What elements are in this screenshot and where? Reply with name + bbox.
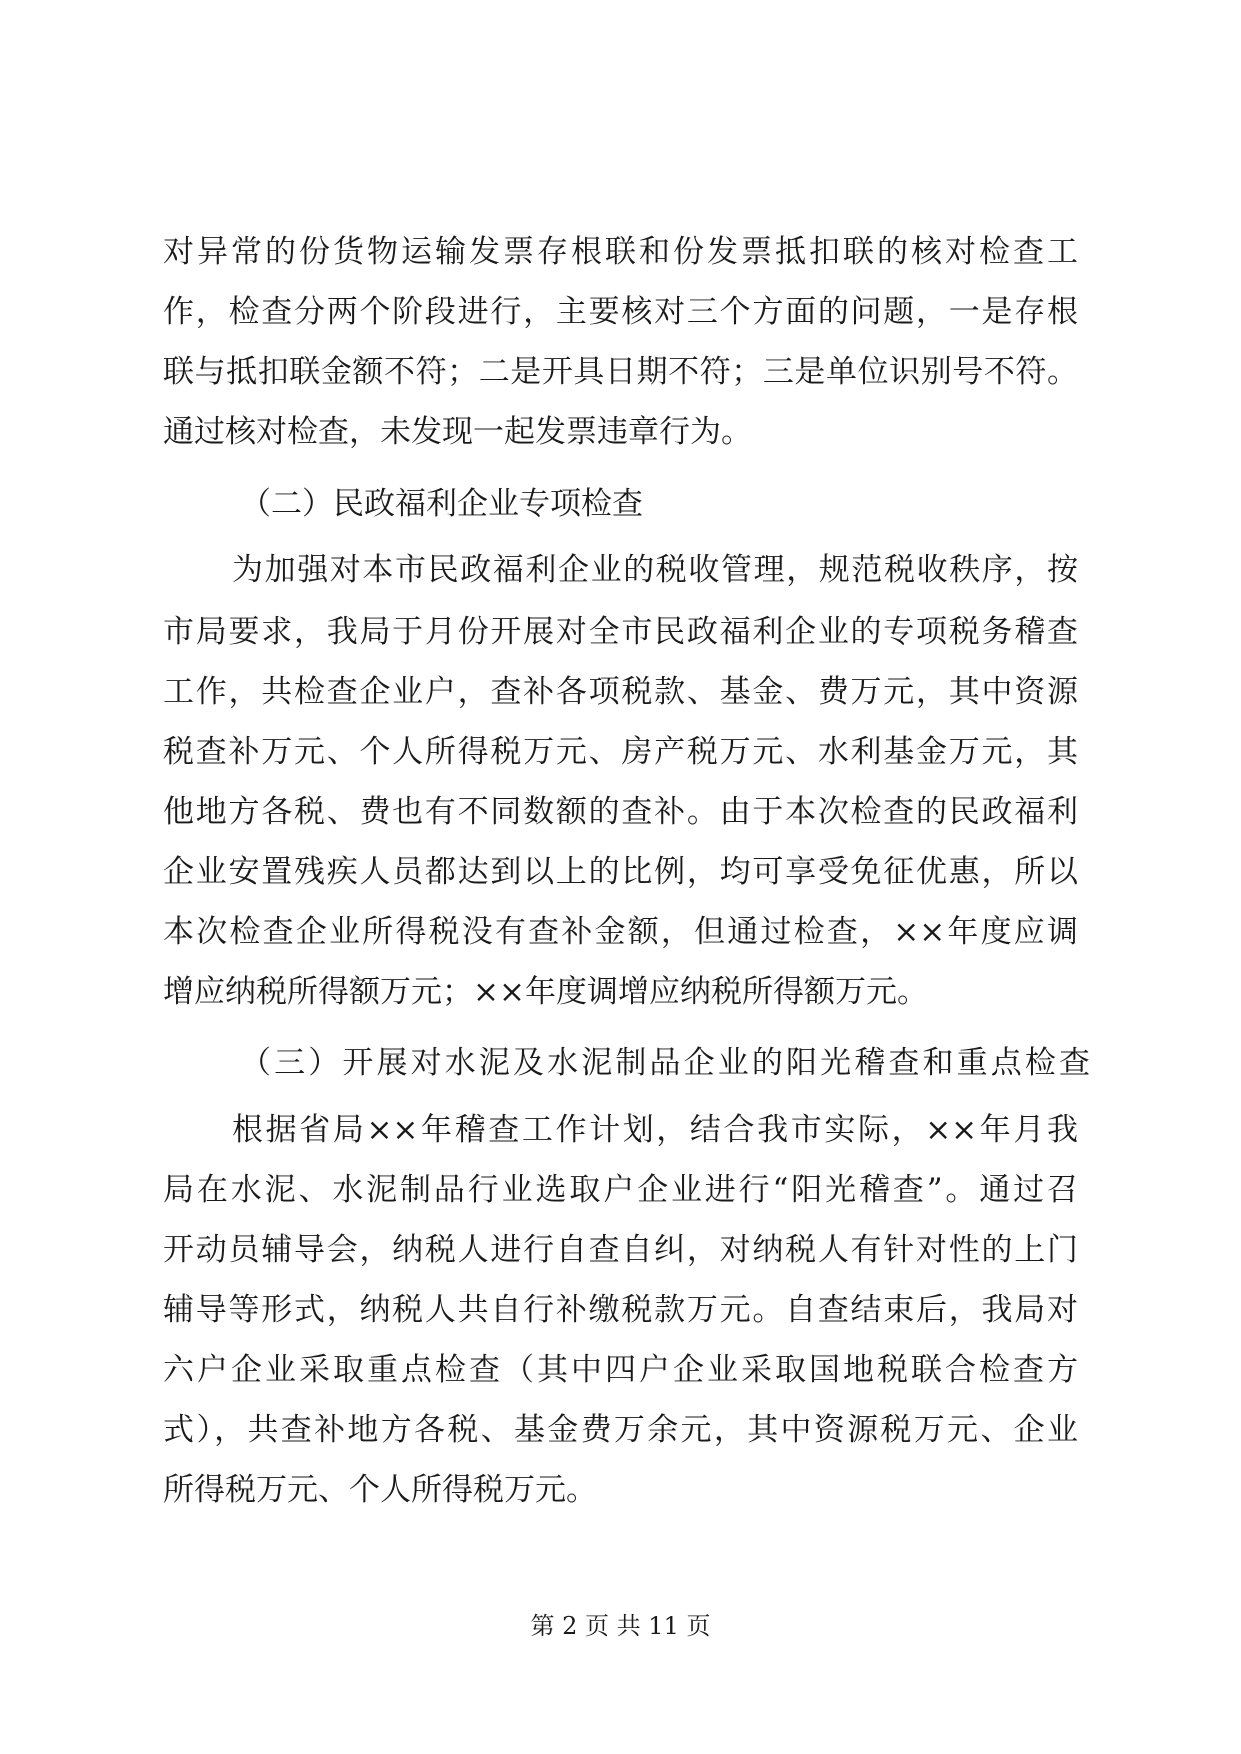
paragraph-3-line-6: 式），共查补地方各税、基金费万余元，其中资源税万元、企业: [163, 1412, 1078, 1448]
paragraph-3-line-2: 局在水泥、水泥制品行业选取户企业进行“阳光稽查”。通过召: [163, 1172, 1078, 1208]
paragraph-3-line-4: 辅导等形式，纳税人共自行补缴税款万元。自查结束后，我局对: [163, 1292, 1078, 1328]
paragraph-2-line-7: 本次检查企业所得税没有查补金额，但通过检查，××年度应调: [163, 914, 1078, 950]
paragraph-1-line-2: 作，检查分两个阶段进行，主要核对三个方面的问题，一是存根: [163, 294, 1078, 330]
paragraph-2-line-5: 他地方各税、费也有不同数额的查补。由于本次检查的民政福利: [163, 794, 1078, 830]
paragraph-3-line-1: 根据省局××年稽查工作计划，结合我市实际，××年月我: [232, 1112, 1078, 1148]
section-heading-2: （二）民政福利企业专项检查: [240, 486, 643, 522]
paragraph-2-line-6: 企业安置残疾人员都达到以上的比例，均可享受免征优惠，所以: [163, 854, 1078, 890]
paragraph-2-line-3: 工作，共检查企业户，查补各项税款、基金、费万元，其中资源: [163, 674, 1078, 710]
paragraph-1-line-1: 对异常的份货物运输发票存根联和份发票抵扣联的核对检查工: [163, 234, 1078, 270]
paragraph-3-line-5: 六户企业采取重点检查（其中四户企业采取国地税联合检查方: [163, 1352, 1078, 1388]
paragraph-1-line-3: 联与抵扣联金额不符；二是开具日期不符；三是单位识别号不符。: [163, 354, 1078, 390]
paragraph-2-line-8: 增应纳税所得额万元；××年度调增应纳税所得额万元。: [163, 974, 928, 1010]
paragraph-1-line-4: 通过核对检查，未发现一起发票违章行为。: [163, 414, 752, 450]
paragraph-2-line-2: 市局要求，我局于月份开展对全市民政福利企业的专项税务稽查: [163, 614, 1078, 650]
paragraph-3-line-3: 开动员辅导会，纳税人进行自查自纠，对纳税人有针对性的上门: [163, 1232, 1078, 1268]
paragraph-2-line-1: 为加强对本市民政福利企业的税收管理，规范税收秩序，按: [232, 552, 1078, 588]
page-indicator: 第 2 页 共 11 页: [530, 1612, 711, 1640]
paragraph-2-line-4: 税查补万元、个人所得税万元、房产税万元、水利基金万元，其: [163, 734, 1078, 770]
section-heading-3: （三）开展对水泥及水泥制品企业的阳光稽查和重点检查: [240, 1045, 1090, 1081]
paragraph-3-line-7: 所得税万元、个人所得税万元。: [163, 1472, 597, 1508]
